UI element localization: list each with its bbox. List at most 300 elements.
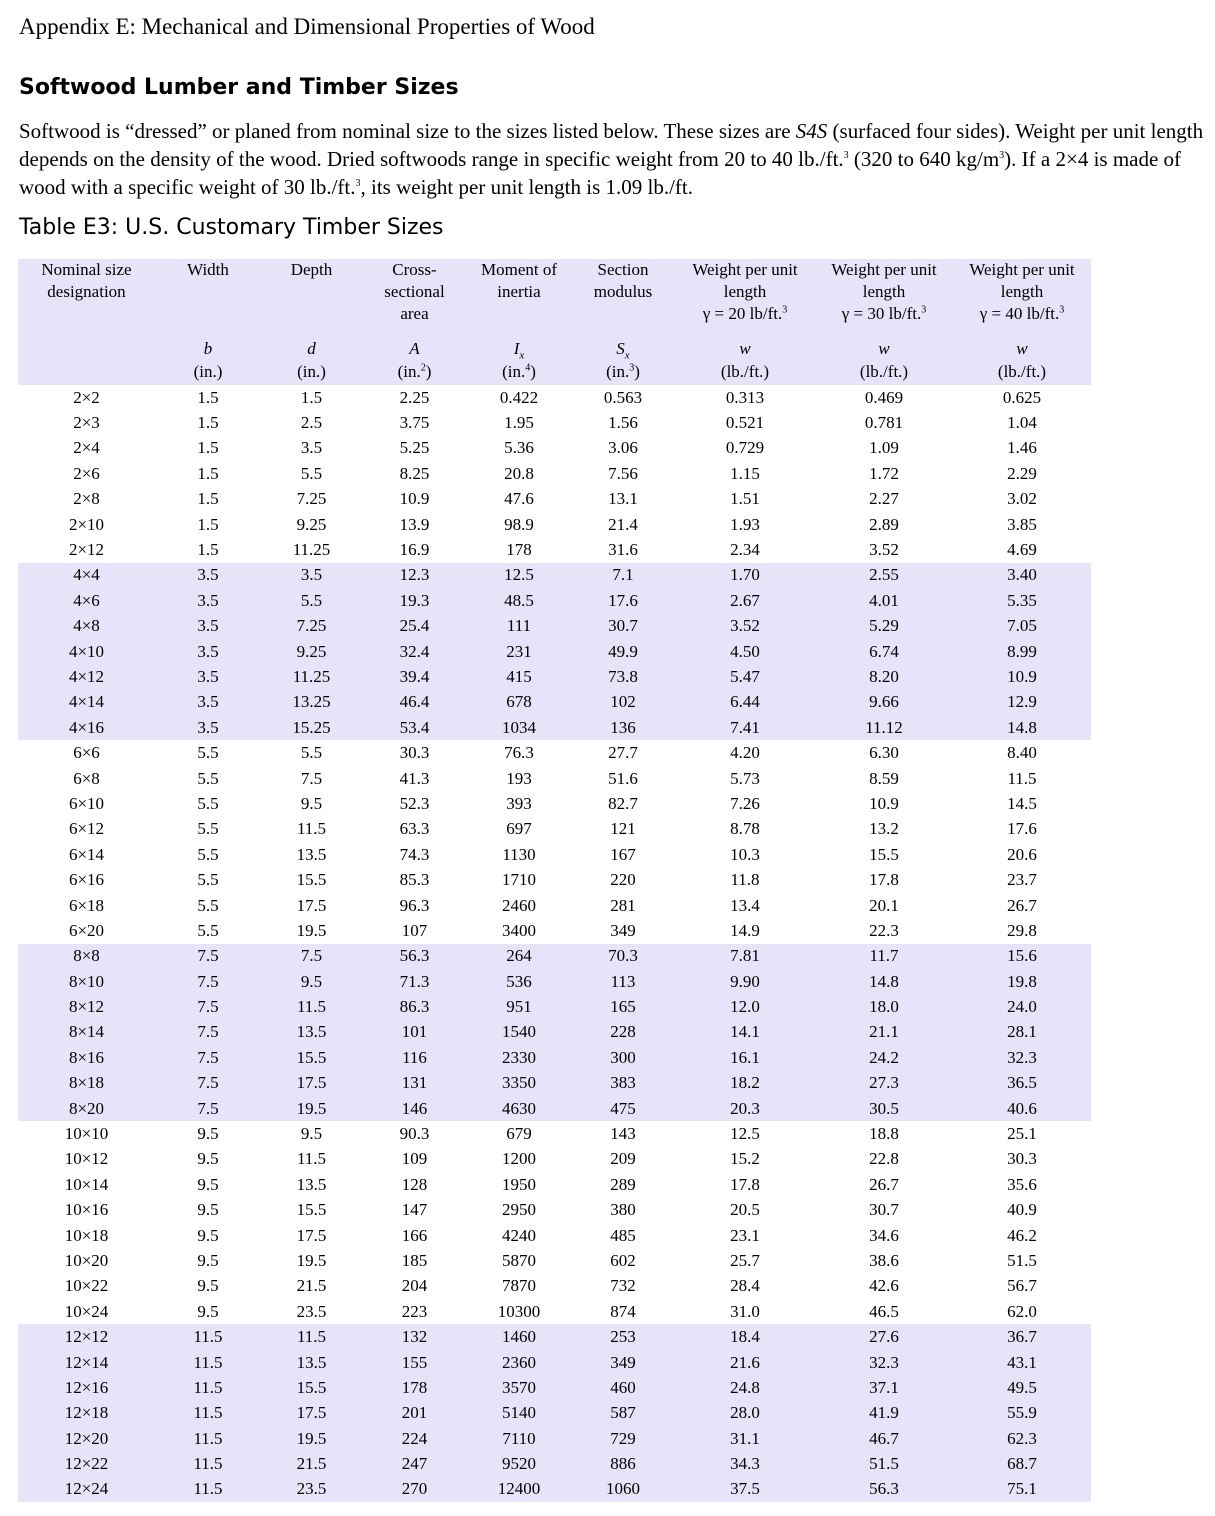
table-cell: 5140 [467, 1401, 571, 1426]
size-designation-cell: 4×4 [18, 563, 155, 588]
table-header [18, 259, 1091, 385]
table-cell: 1.5 [197, 540, 219, 560]
table-row [18, 588, 1091, 613]
table-cell: 678 [467, 690, 571, 715]
intro-paragraph [19, 117, 1204, 201]
table-cell: 76.3 [504, 743, 534, 763]
table-cell: 15.25 [261, 715, 362, 740]
table-cell: 2460 [502, 895, 536, 915]
table-cell: 1.95 [504, 413, 534, 433]
table-cell: 6.74 [815, 639, 953, 664]
table-cell: 21.1 [815, 1020, 953, 1045]
table-cell: 224 [362, 1426, 467, 1451]
table-row [18, 1350, 1091, 1375]
column-unit-5: (in.$^3$) [606, 362, 640, 381]
table-cell: 31.1 [675, 1426, 815, 1451]
table-cell: 3.06 [608, 438, 638, 458]
table-cell: 475 [571, 1096, 675, 1121]
size-designation-cell: 4×14 [18, 690, 155, 715]
table-cell: 12.5 [730, 1124, 760, 1144]
table-cell: 24.2 [815, 1045, 953, 1070]
table-cell: 2.89 [869, 514, 899, 534]
table-cell: 1.51 [730, 489, 760, 509]
table-cell: 12.5 [467, 563, 571, 588]
intro-sup-1: 3 [843, 150, 849, 161]
table-cell: 3.5 [155, 563, 261, 588]
table-cell: 18.8 [869, 1124, 899, 1144]
table-cell: 11.12 [815, 715, 953, 740]
column-symbol-7: w [878, 339, 890, 358]
table-cell: 7.5 [155, 1096, 261, 1121]
table-cell: 17.5 [296, 895, 327, 915]
column-unit-6: (lb./ft.) [720, 362, 770, 381]
size-designation-cell: 10×14 [64, 1174, 109, 1194]
table-cell: 19.5 [296, 1250, 327, 1270]
table-cell: 228 [571, 1020, 675, 1045]
table-cell: 49.9 [571, 639, 675, 664]
table-cell: 485 [610, 1225, 636, 1245]
table-cell: 4240 [502, 1225, 536, 1245]
table-cell: 166 [401, 1225, 428, 1245]
size-designation-cell: 10×20 [64, 1250, 109, 1270]
column-header-line: Section [597, 260, 649, 279]
table-cell: 9.5 [300, 793, 323, 813]
table-cell: 28.4 [730, 1276, 760, 1296]
table-cell: 5.5 [197, 870, 219, 890]
table-cell: 7.5 [155, 994, 261, 1019]
table-cell: 3.52 [675, 614, 815, 639]
table-cell: 19.5 [261, 1096, 362, 1121]
table-cell: 11.5 [155, 1375, 261, 1400]
column-header-2 [261, 259, 362, 335]
table-cell: 11.5 [155, 1477, 261, 1502]
table-cell: 46.4 [362, 690, 467, 715]
table-cell: 19.5 [261, 1426, 362, 1451]
table-cell: 51.6 [608, 768, 638, 788]
column-header-line: length [1000, 282, 1044, 301]
table-cell: 30.7 [571, 614, 675, 639]
table-cell: 247 [362, 1451, 467, 1476]
table-cell: 31.0 [730, 1301, 760, 1321]
intro-text-1: Softwood is “dressed” or planed from nominal size to the sizes listed below. These sizes are [19, 119, 791, 143]
size-designation-cell: 4×8 [18, 614, 155, 639]
table-cell: 380 [610, 1200, 636, 1220]
table-cell: 73.8 [571, 664, 675, 689]
column-header-line: area [400, 304, 429, 323]
table-cell: 46.7 [815, 1426, 953, 1451]
table-cell: 11.5 [155, 1451, 261, 1476]
table-cell: 121 [610, 819, 636, 839]
table-cell: 15.5 [869, 844, 899, 864]
table-cell: 0.422 [499, 387, 539, 407]
table-cell: 15.5 [296, 1200, 327, 1220]
table-cell: 1.04 [1007, 413, 1037, 433]
table-cell: 4.01 [815, 588, 953, 613]
column-unit-8: (lb./ft.) [997, 362, 1047, 381]
table-cell: 10.9 [953, 664, 1091, 689]
table-cell: 15.5 [261, 1045, 362, 1070]
table-cell: 14.1 [675, 1020, 815, 1045]
table-cell: 1460 [467, 1324, 571, 1349]
table-cell: 10.9 [399, 489, 430, 509]
table-cell: 6.44 [675, 690, 815, 715]
table-cell: 113 [571, 969, 675, 994]
table-cell: 111 [467, 614, 571, 639]
table-cell: 9.25 [261, 639, 362, 664]
size-designation-cell: 8×14 [18, 1020, 155, 1045]
table-cell: 5.5 [300, 743, 323, 763]
column-header-line: length [723, 282, 767, 301]
table-cell: 101 [362, 1020, 467, 1045]
table-cell: 9.90 [675, 969, 815, 994]
size-designation-cell: 10×16 [64, 1200, 109, 1220]
size-designation-cell: 6×12 [68, 819, 105, 839]
table-cell: 732 [610, 1276, 636, 1296]
column-header-7 [815, 259, 953, 335]
column-unit-4: (in.$^4$) [502, 362, 536, 381]
table-cell: 23.7 [1007, 870, 1037, 890]
table-cell: 9.5 [300, 1124, 323, 1144]
size-designation-cell: 12×14 [18, 1350, 155, 1375]
table-cell: 2.27 [869, 489, 899, 509]
table-cell: 41.9 [815, 1401, 953, 1426]
table-cell: 270 [362, 1477, 467, 1502]
table-cell: 71.3 [362, 969, 467, 994]
size-designation-cell: 2×6 [73, 463, 100, 483]
table-cell: 9.5 [197, 1225, 219, 1245]
table-cell: 26.7 [869, 1174, 899, 1194]
size-designation-cell: 8×12 [18, 994, 155, 1019]
table-row [18, 410, 1091, 435]
table-cell: 155 [362, 1350, 467, 1375]
table-row [18, 461, 1091, 486]
table-cell: 7.56 [608, 463, 638, 483]
table-row [18, 1096, 1091, 1121]
table-cell: 3.52 [869, 540, 899, 560]
column-unit-1: (in.) [193, 362, 223, 381]
table-row [18, 1248, 1091, 1273]
size-designation-cell: 6×8 [73, 768, 100, 788]
table-row [18, 1477, 1091, 1502]
table-cell: 32.4 [362, 639, 467, 664]
column-header-line: inertia [497, 282, 541, 301]
table-cell: 1.46 [1007, 438, 1037, 458]
table-cell: 0.781 [864, 413, 904, 433]
table-cell: 21.5 [261, 1451, 362, 1476]
table-cell: 679 [506, 1124, 532, 1144]
table-cell: 7.05 [953, 614, 1091, 639]
column-header-line: γ = 30 lb/ft.$^3$ [841, 304, 927, 323]
size-designation-cell: 12×22 [18, 1451, 155, 1476]
column-header-line: designation [47, 282, 126, 301]
size-designation-cell: 2×3 [73, 413, 100, 433]
table-cell: 9.5 [261, 969, 362, 994]
size-designation-cell: 12×12 [18, 1324, 155, 1349]
column-header-line: γ = 40 lb/ft.$^3$ [979, 304, 1065, 323]
table-cell: 68.7 [953, 1451, 1091, 1476]
table-row [18, 740, 1091, 765]
column-unit-0 [18, 359, 155, 385]
table-cell: 24.8 [675, 1375, 815, 1400]
table-row [18, 690, 1091, 715]
size-designation-cell: 12×18 [18, 1401, 155, 1426]
table-cell: 13.2 [869, 819, 899, 839]
table-row [18, 512, 1091, 537]
table-cell: 20.3 [675, 1096, 815, 1121]
size-designation-cell: 2×10 [68, 514, 105, 534]
table-row [18, 994, 1091, 1019]
table-cell: 185 [401, 1250, 428, 1270]
table-cell: 53.4 [362, 715, 467, 740]
table-cell: 30.3 [399, 743, 430, 763]
table-cell: 9.5 [197, 1149, 219, 1169]
table-cell: 11.25 [261, 664, 362, 689]
intro-text-3: (320 to 640 kg/m [853, 147, 1000, 171]
table-cell: 1.56 [608, 413, 638, 433]
table-cell: 143 [610, 1124, 636, 1144]
table-cell: 28.1 [953, 1020, 1091, 1045]
size-designation-cell: 6×20 [68, 920, 105, 940]
table-row [18, 1071, 1091, 1096]
table-cell: 874 [610, 1301, 636, 1321]
table-cell: 167 [610, 844, 636, 864]
size-designation-cell: 10×22 [64, 1276, 109, 1296]
table-cell: 13.5 [296, 844, 327, 864]
table-cell: 4.20 [730, 743, 760, 763]
table-cell: 9.5 [197, 1250, 219, 1270]
table-cell: 3.40 [953, 563, 1091, 588]
table-cell: 7110 [467, 1426, 571, 1451]
table-cell: 16.9 [399, 540, 430, 560]
table-cell: 16.1 [675, 1045, 815, 1070]
table-cell: 51.5 [815, 1451, 953, 1476]
table-cell: 1.5 [197, 463, 219, 483]
table-cell: 3350 [467, 1071, 571, 1096]
table-cell: 8.40 [1007, 743, 1037, 763]
table-cell: 136 [571, 715, 675, 740]
column-symbol-1: b [203, 339, 213, 358]
table-cell: 17.5 [261, 1401, 362, 1426]
table-cell: 3.5 [155, 664, 261, 689]
table-cell: 46.5 [869, 1301, 899, 1321]
table-cell: 165 [571, 994, 675, 1019]
table-cell: 2360 [467, 1350, 571, 1375]
table-cell: 281 [610, 895, 636, 915]
column-header-line: Weight per unit [692, 260, 798, 279]
table-cell: 26.7 [1007, 895, 1037, 915]
table-cell: 13.5 [261, 1020, 362, 1045]
table-cell: 32.3 [815, 1350, 953, 1375]
table-cell: 1130 [502, 844, 536, 864]
table-cell: 9.25 [296, 514, 327, 534]
table-cell: 19.5 [296, 920, 327, 940]
table-row [18, 1426, 1091, 1451]
table-cell: 11.5 [1007, 768, 1037, 788]
table-cell: 14.5 [1007, 793, 1037, 813]
table-cell: 0.469 [864, 387, 904, 407]
table-cell: 17.6 [571, 588, 675, 613]
table-cell: 9.5 [197, 1276, 219, 1296]
table-cell: 1.5 [197, 514, 219, 534]
column-header-line: Moment of [480, 260, 558, 279]
table-cell: 24.0 [953, 994, 1091, 1019]
size-designation-cell: 2×12 [68, 540, 105, 560]
column-header-line: Nominal size [41, 260, 132, 279]
table-cell: 11.5 [155, 1426, 261, 1451]
table-cell: 2.55 [815, 563, 953, 588]
table-row [18, 944, 1091, 969]
table-row [18, 1147, 1091, 1172]
table-cell: 85.3 [399, 870, 430, 890]
table-cell: 5.73 [730, 768, 760, 788]
table-row [18, 893, 1091, 918]
table-row [18, 1274, 1091, 1299]
table-cell: 146 [362, 1096, 467, 1121]
table-cell: 10300 [497, 1301, 541, 1321]
table-row [18, 791, 1091, 816]
table-cell: 460 [571, 1375, 675, 1400]
table-cell: 5.5 [197, 743, 219, 763]
table-cell: 23.5 [261, 1477, 362, 1502]
table-cell: 7.5 [155, 1020, 261, 1045]
table-cell: 41.3 [399, 768, 430, 788]
table-cell: 90.3 [399, 1124, 430, 1144]
column-header-0 [18, 259, 155, 335]
table-cell: 14.8 [953, 715, 1091, 740]
table-cell: 39.4 [362, 664, 467, 689]
table-cell: 30.5 [815, 1096, 953, 1121]
table-row [18, 1401, 1091, 1426]
table-row [18, 614, 1091, 639]
table-cell: 5.35 [953, 588, 1091, 613]
table-cell: 415 [467, 664, 571, 689]
table-cell: 3.5 [155, 614, 261, 639]
table-cell: 15.5 [261, 1375, 362, 1400]
table-cell: 18.2 [675, 1071, 815, 1096]
table-cell: 9.66 [815, 690, 953, 715]
table-cell: 5.36 [504, 438, 534, 458]
table-cell: 5.5 [300, 463, 323, 483]
size-designation-cell: 8×8 [18, 944, 155, 969]
table-cell: 42.6 [869, 1276, 899, 1296]
table-cell: 349 [610, 920, 636, 940]
table-row [18, 563, 1091, 588]
table-cell: 223 [401, 1301, 428, 1321]
table-cell: 5870 [502, 1250, 536, 1270]
table-cell: 75.1 [953, 1477, 1091, 1502]
table-cell: 23.5 [296, 1301, 327, 1321]
table-cell: 21.6 [675, 1350, 815, 1375]
size-designation-cell: 2×2 [73, 387, 100, 407]
intro-sup-2: 3 [999, 150, 1005, 161]
table-cell: 52.3 [399, 793, 430, 813]
table-cell: 13.25 [261, 690, 362, 715]
size-designation-cell: 4×6 [18, 588, 155, 613]
table-cell: 264 [467, 944, 571, 969]
table-row [18, 1324, 1091, 1349]
table-cell: 5.5 [197, 920, 219, 940]
table-row [18, 1121, 1091, 1146]
column-header-line: Weight per unit [831, 260, 937, 279]
column-header-8 [953, 259, 1091, 335]
table-cell: 0.729 [725, 438, 765, 458]
table-cell: 7870 [502, 1276, 536, 1296]
table-cell: 22.3 [869, 920, 899, 940]
table-cell: 12400 [467, 1477, 571, 1502]
table-cell: 19.3 [362, 588, 467, 613]
table-cell: 20.1 [869, 895, 899, 915]
table-cell: 951 [467, 994, 571, 1019]
table-cell: 0.521 [725, 413, 765, 433]
table-row [18, 1299, 1091, 1324]
table-cell: 3.5 [155, 588, 261, 613]
size-designation-cell: 6×10 [68, 793, 105, 813]
table-cell: 13.5 [261, 1350, 362, 1375]
table-cell: 32.3 [953, 1045, 1091, 1070]
table-cell: 2.29 [1007, 463, 1037, 483]
size-designation-cell: 10×10 [64, 1124, 109, 1144]
table-cell: 886 [571, 1451, 675, 1476]
table-cell: 3.5 [261, 563, 362, 588]
table-cell: 383 [571, 1071, 675, 1096]
table-cell: 62.0 [1007, 1301, 1037, 1321]
size-designation-cell: 2×4 [73, 438, 100, 458]
size-designation-cell: 6×18 [68, 895, 105, 915]
table-cell: 3570 [467, 1375, 571, 1400]
table-cell: 8.99 [953, 639, 1091, 664]
column-header-line: Depth [290, 260, 333, 279]
table-cell: 34.3 [675, 1451, 815, 1476]
table-cell: 697 [506, 819, 532, 839]
table-cell: 35.6 [1007, 1174, 1037, 1194]
table-cell: 1540 [467, 1020, 571, 1045]
table-cell: 5.5 [197, 844, 219, 864]
table-cell: 13.4 [730, 895, 760, 915]
table-cell: 10.3 [730, 844, 760, 864]
table-cell: 5.47 [675, 664, 815, 689]
column-symbol-0 [18, 335, 155, 359]
table-cell: 27.3 [815, 1071, 953, 1096]
table-cell: 3.85 [1007, 514, 1037, 534]
table-row [18, 1223, 1091, 1248]
table-row [18, 1045, 1091, 1070]
table-cell: 11.25 [292, 540, 331, 560]
table-cell: 7.5 [300, 768, 323, 788]
table-cell: 2.25 [399, 387, 430, 407]
table-cell: 29.8 [1007, 920, 1037, 940]
table-cell: 36.7 [953, 1324, 1091, 1349]
table-cell: 5.5 [197, 895, 219, 915]
table-cell: 1.72 [869, 463, 899, 483]
table-cell: 20.8 [504, 463, 534, 483]
column-header-1 [155, 259, 261, 335]
intro-sup-3: 3 [355, 178, 361, 189]
table-cell: 11.5 [296, 1149, 327, 1169]
appendix-title: Appendix E: Mechanical and Dimensional Properties of Wood [19, 14, 595, 39]
table-cell: 82.7 [608, 793, 638, 813]
column-header-5 [571, 259, 675, 335]
table-cell: 193 [506, 768, 532, 788]
table-cell: 12.3 [362, 563, 467, 588]
table-cell: 31.6 [608, 540, 638, 560]
table-cell: 74.3 [399, 844, 430, 864]
table-row [18, 867, 1091, 892]
table-cell: 0.313 [725, 387, 765, 407]
intro-text-2: (surfaced four sides). Weight per unit length depends on the density of the wood. Dried softwoods range in specific weight from 20 to 40 lb./ft. [19, 119, 1204, 171]
table-cell: 1034 [467, 715, 571, 740]
table-row [18, 1172, 1091, 1197]
size-designation-cell: 4×10 [18, 639, 155, 664]
